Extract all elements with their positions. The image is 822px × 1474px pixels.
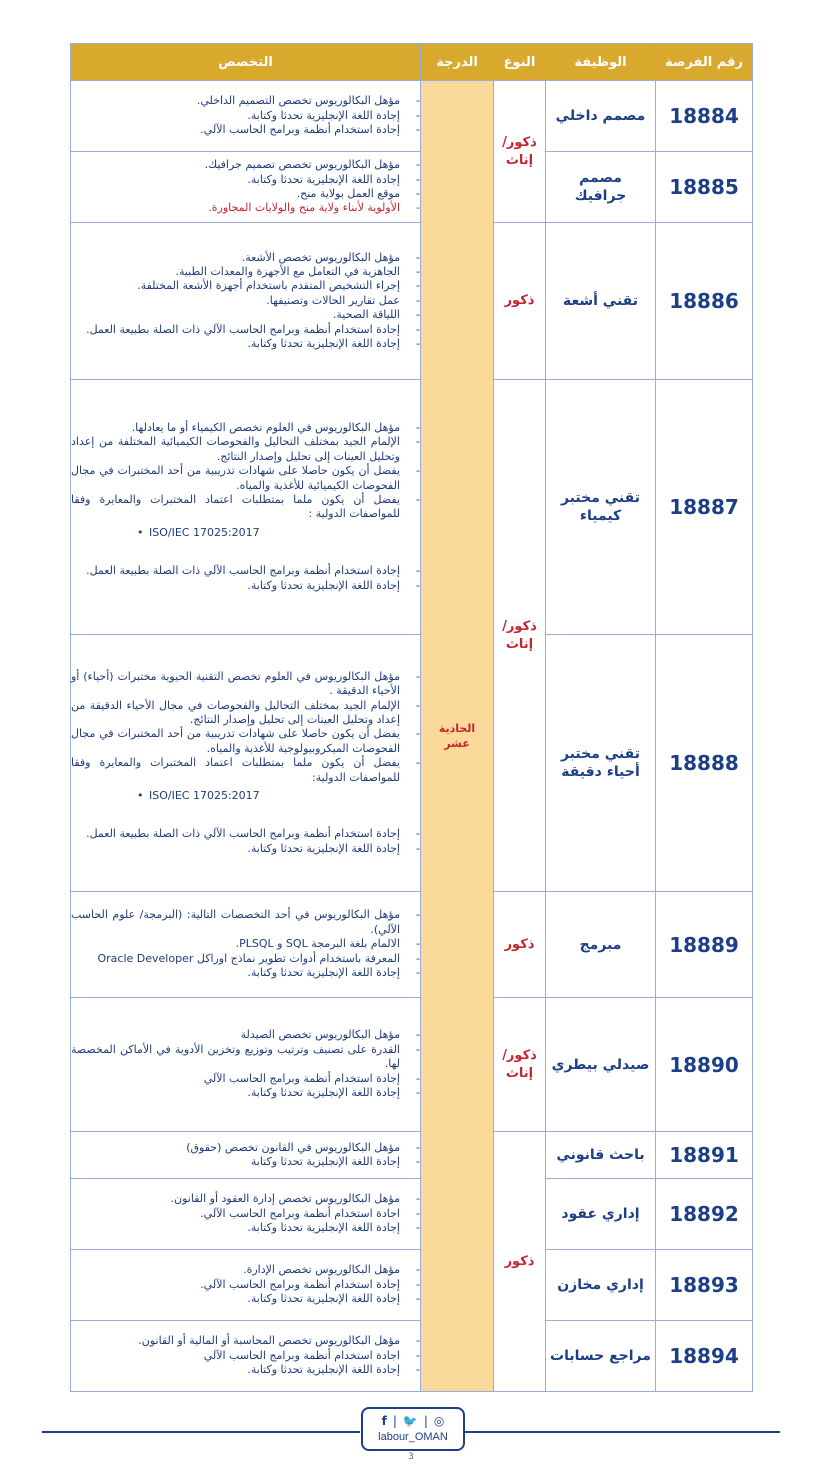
spec-cell (71, 1179, 421, 1250)
job-title: إداري مخازن (546, 1250, 656, 1321)
spec-cell (71, 1250, 421, 1321)
spec-cell (71, 223, 421, 380)
requirement-item: - مؤهل البكالوريوس في القانون تخصص (حقوق) (71, 1141, 400, 1155)
twitter-icon[interactable]: 🐦 (402, 1414, 418, 1428)
requirement-item: - إجادة استخدام أنظمة وبرامج الحاسب الآلي. (71, 123, 400, 137)
requirement-item: - الجاهزية في التعامل مع الأجهزة والمعدات الطبية. (71, 265, 400, 279)
job-id: 18893 (656, 1250, 753, 1321)
footer-divider-right (463, 1431, 780, 1433)
jobs-table (70, 43, 753, 1392)
iso-standard: • ISO/IEC 17025:2017 (71, 526, 420, 540)
requirement-item: - اللياقة الصحية. (71, 308, 400, 322)
requirement-item: - إجادة اللغة الإنجليزية تحدثا وكتابة. (71, 579, 400, 593)
table-row (71, 1179, 753, 1250)
table-row (71, 152, 753, 223)
spec-cell (71, 380, 421, 635)
requirement-item: - إجادة اللغة الإنجليزية تحدثا وكتابة (71, 1155, 400, 1169)
requirement-item: - الأولوية لأبناء ولاية منح والولايات المجاورة. (71, 201, 400, 215)
facebook-icon[interactable]: f (381, 1414, 387, 1428)
gender-cell: ذكور/ إناث (494, 380, 546, 892)
requirement-item: - اجادة استخدام أنظمة وبرامج الحاسب الآلي. (71, 1207, 400, 1221)
requirement-item: - مؤهل البكالوريوس تخصص إدارة العقود أو القانون. (71, 1192, 400, 1206)
spec-cell (71, 892, 421, 998)
gender-cell: ذكور/ إناث (494, 998, 546, 1132)
requirement-item: - إجادة استخدام أنظمة وبرامج الحاسب الآلي. (71, 1278, 400, 1292)
requirement-item: - إجادة اللغة الإنجليزية تحدثا وكتابة. (71, 1292, 400, 1306)
table-row (71, 1132, 753, 1179)
spec-cell (71, 1132, 421, 1179)
requirement-item: - الإلمام الجيد بمختلف التحاليل والفحوصات في مجال الأحياء الدقيقة من إعداد وتحليل العينات إلى تحليل وإصدار النتائج. (71, 699, 400, 728)
requirement-item: - اجادة استخدام أنظمة وبرامج الحاسب الآلي (71, 1349, 400, 1363)
job-title: مراجع حسابات (546, 1321, 656, 1392)
table-row (71, 1321, 753, 1392)
requirement-item: - إجادة اللغة الإنجليزية تحدثا وكتابة. (71, 966, 400, 980)
requirement-item: - يفضل أن يكون حاصلا على شهادات تدريبية من أحد المختبرات في مجال الفحوصات الكيميائية للأغذية والمياه. (71, 464, 400, 493)
gender-cell: ذكور (494, 1132, 546, 1392)
requirement-item: - مؤهل البكالوريوس تخصص الأشعة. (71, 251, 400, 265)
requirement-item: - الالمام بلغة البرمجة SQL و PLSQL. (71, 937, 400, 951)
job-title: صيدلي بيطري (546, 998, 656, 1132)
requirement-item: - الإلمام الجيد بمختلف التحاليل والفحوصات الكيميائية المختلفة من إعداد وتحليل العينات إلى تحليل وإصدار النتائج. (71, 435, 400, 464)
social-badge (361, 1407, 465, 1451)
requirement-item: - مؤهل البكالوريوس تخصص تصميم جرافيك. (71, 158, 400, 172)
header-title: الوظيفة (546, 44, 656, 81)
job-title: تقني مختبر كيمياء (546, 380, 656, 635)
header-spec: التخصص (71, 44, 421, 81)
requirement-item: - المعرفة باستخدام أدوات تطوير نماذج اوراكل Oracle Developer (71, 952, 400, 966)
requirement-item: - إجادة اللغة الإنجليزية تحدثا وكتابة. (71, 173, 400, 187)
instagram-icon[interactable]: ◎ (433, 1414, 445, 1428)
spec-cell (71, 998, 421, 1132)
spec-cell (71, 1321, 421, 1392)
footer-divider-left (42, 1431, 360, 1433)
job-id: 18891 (656, 1132, 753, 1179)
requirement-item: - مؤهل البكالوريوس تخصص المحاسبة أو المالية أو القانون. (71, 1334, 400, 1348)
requirement-item: - مؤهل البكالوريوس في العلوم تخصص الكيمياء أو ما يعادلها. (71, 421, 400, 435)
requirement-item: - موقع العمل بولاية منح. (71, 187, 400, 201)
job-title: إداري عقود (546, 1179, 656, 1250)
job-title: مصمم جرافيك (546, 152, 656, 223)
job-id: 18885 (656, 152, 753, 223)
job-id: 18889 (656, 892, 753, 998)
table-row (71, 81, 753, 152)
job-title: مصمم داخلي (546, 81, 656, 152)
requirement-item: - عمل تقارير الحالات وتصنيفها. (71, 294, 400, 308)
requirement-item: - إجادة استخدام أنظمة وبرامج الحاسب الآلي ذات الصلة بطبيعة العمل. (71, 564, 400, 578)
gender-cell: ذكور (494, 223, 546, 380)
job-id: 18886 (656, 223, 753, 380)
requirement-item: - القدرة على تصنيف وترتيب وتوزيع وتخزين الأدوية في الأماكن المخصصة لها. (71, 1043, 400, 1072)
icon-separator: | (423, 1414, 428, 1428)
job-id: 18890 (656, 998, 753, 1132)
requirement-item: - مؤهل البكالوريوس تخصص الإدارة. (71, 1263, 400, 1277)
job-title: باحث قانوني (546, 1132, 656, 1179)
header-id: رقم الفرصة (656, 44, 753, 81)
table-row (71, 998, 753, 1132)
table-row (71, 635, 753, 892)
table-row (71, 1250, 753, 1321)
requirement-item: - إجراء التشخيص المتقدم باستخدام أجهزة الأشعة المختلفة. (71, 279, 400, 293)
requirement-item: - إجادة اللغة الإنجليزية تحدثا وكتابة. (71, 337, 400, 351)
requirement-item: - مؤهل البكالوريوس تخصص الصيدلة (71, 1028, 400, 1042)
job-id: 18888 (656, 635, 753, 892)
requirement-item: - يفضل أن يكون ملما بمتطلبات اعتماد المختبرات والمعايرة وفقا للمواصفات الدولية: (71, 756, 400, 785)
requirement-item: - إجادة اللغة الإنجليزية تحدثا وكتابة. (71, 1086, 400, 1100)
requirement-item: - إجادة اللغة الإنجليزية تحدثا وكتابة. (71, 842, 400, 856)
gender-cell: ذكور/ إناث (494, 81, 546, 223)
table-row (71, 892, 753, 998)
iso-standard: • ISO/IEC 17025:2017 (71, 789, 420, 803)
requirement-item: - إجادة اللغة الإنجليزية تحدثا وكتابة. (71, 1363, 400, 1377)
social-handle[interactable]: labour_OMAN (378, 1431, 448, 1443)
job-id: 18892 (656, 1179, 753, 1250)
icon-separator: | (392, 1414, 397, 1428)
header-grade: الدرجة (421, 44, 494, 81)
job-id: 18894 (656, 1321, 753, 1392)
spec-cell (71, 81, 421, 152)
requirement-item: - مؤهل البكالوريوس تخصص التصميم الداخلي. (71, 94, 400, 108)
requirement-item: - إجادة اللغة الإنجليزية تحدثا وكتابة. (71, 1221, 400, 1235)
requirement-item: - يفضل أن يكون ملما بمتطلبات اعتماد المختبرات والمعايرة وفقا للمواصفات الدولية : (71, 493, 400, 522)
table-row (71, 223, 753, 380)
table-row (71, 380, 753, 635)
job-id: 18884 (656, 81, 753, 152)
requirement-item: - مؤهل البكالوريوس في أحد التخصصات التالية: (البرمجة/ علوم الحاسب الآلي). (71, 908, 400, 937)
requirement-item: - يفضل أن يكون حاصلا على شهادات تدريبية من أحد المختبرات في مجال الفحوصات الميكروبيولوجية للأغذية والمياه. (71, 727, 400, 756)
gender-cell: ذكور (494, 892, 546, 998)
requirement-item: - إجادة اللغة الإنجليزية تحدثا وكتابة. (71, 109, 400, 123)
requirement-item: - مؤهل البكالوريوس في العلوم تخصص التقنية الحيوية مختبرات (أحياء) أو الأحياء الدقيقة . (71, 670, 400, 699)
job-title: مبرمج (546, 892, 656, 998)
requirement-item: - إجادة استخدام أنظمة وبرامج الحاسب الآلي (71, 1072, 400, 1086)
header-gender: النوع (494, 44, 546, 81)
spec-cell (71, 152, 421, 223)
page-number: 3 (408, 1452, 414, 1462)
job-id: 18887 (656, 380, 753, 635)
grade-cell: الحادية عشر (421, 81, 494, 1392)
requirement-item: - إجادة استخدام أنظمة وبرامج الحاسب الآلي ذات الصلة بطبيعة العمل. (71, 323, 400, 337)
job-title: تقني مختبر أحياء دقيقة (546, 635, 656, 892)
spec-cell (71, 635, 421, 892)
requirement-item: - إجادة استخدام أنظمة وبرامج الحاسب الآلي ذات الصلة بطبيعة العمل. (71, 827, 400, 841)
table-header-row (71, 44, 753, 81)
job-title: تقني أشعة (546, 223, 656, 380)
